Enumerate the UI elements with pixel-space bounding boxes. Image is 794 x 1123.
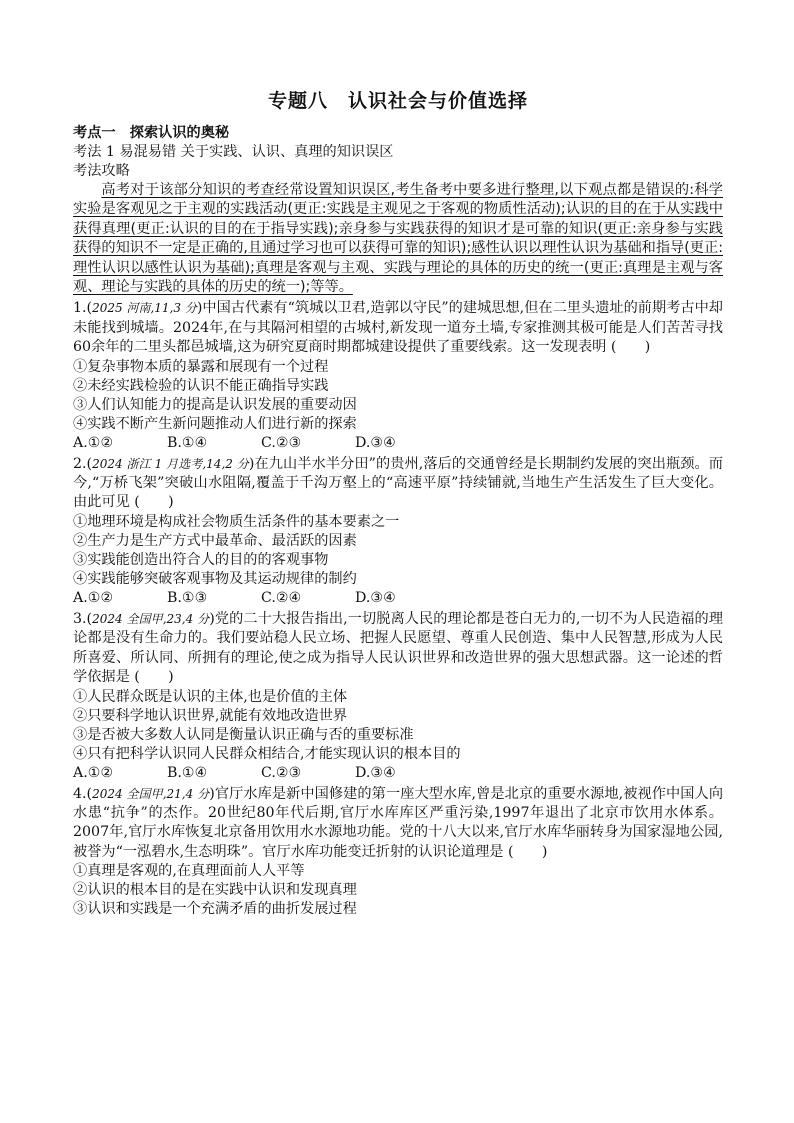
question-list [73,299,723,919]
question-option: ③人们认知能力的提高是认识发展的重要动因 [73,396,357,413]
question-stem [73,299,723,357]
question-number: 4.( [73,785,93,802]
answer-choice: A.①② [73,589,114,606]
answer-choice: B.①③ [167,589,208,606]
question-block [73,455,723,608]
document-page [73,88,723,919]
question-option: ④实践不断产生新问题推动人们进行新的探索 [73,415,357,432]
question-source: 2024 全国甲,23,4 分 [92,611,210,626]
answer-choice: B.①④ [167,434,208,451]
question-option: ①地理环境是构成社会物质生活条件的基本要素之一 [73,513,400,530]
question-number: 2.( [73,455,93,472]
question-source: 2024 全国甲,21,4 分 [92,786,210,801]
answer-choice: D.③④ [355,434,396,451]
question-number: 1.( [73,300,93,317]
question-option: ③认识和实践是一个充满矛盾的曲折发展过程 [73,901,357,918]
kaodian-heading: 考点一 探索认识的奥秘 [73,125,230,141]
question-text: )党的二十大报告指出,一切脱离人民的理论都是苍白无力的,一切不为人民造福的理论都是没有生命力的。我们要站稳人民立场、把握人民愿望、尊重人民创造、集中人民智慧,形成为人民所喜爱、所认同、所拥有的理论,使之成为指导人民认识世界和改造世界的强大思想武器。这一论述的哲学依据是 ( ) [73,610,724,686]
question-stem [73,455,723,513]
answer-choices [73,589,723,608]
question-option: ①复杂事物本质的暴露和展现有一个过程 [73,358,329,375]
question-option: ②未经实践检验的认识不能正确指导实践 [73,377,329,394]
answer-choice: B.①④ [167,764,208,781]
question-text: )中国古代素有“筑城以卫君,造郭以守民”的建城思想,但在二里头遗址的前期考古中却未能找到城墙。2024年,在与其隔河相望的古城村,新发现一道夯土墙,专家推测其极可能是人们苦苦寻找60余年的二里头都邑城墙,这为研究夏商时期都城建设提供了重要线索。这一发现表明 ( ) [73,300,723,356]
question-option: ①真理是客观的,在真理面前人人平等 [73,863,305,880]
answer-choice: C.②③ [261,434,302,451]
answer-choice: A.①② [73,764,114,781]
answer-choice: C.②④ [261,589,302,606]
question-option: ③是否被大多数人认同是衡量认识正确与否的重要标准 [73,726,414,743]
answer-choices [73,764,723,783]
answer-choice: C.②③ [261,764,302,781]
answer-choice: A.①② [73,434,114,451]
question-option: ④实践能够突破客观事物及其运动规律的制约 [73,570,357,587]
question-block [73,610,723,783]
page-title: 专题八 认识社会与价值选择 [267,90,528,112]
answer-choice: D.③④ [355,764,396,781]
question-option: ②认识的根本目的是在实践中认识和发现真理 [73,882,357,899]
question-number: 3.( [73,610,93,627]
question-stem [73,610,723,688]
question-option: ②只要科学地认识世界,就能有效地改造世界 [73,707,348,724]
question-block [73,785,723,920]
gonglue-heading: 考法攻略 [73,163,130,179]
question-option: ①人民群众既是认识的主体,也是价值的主体 [73,688,348,705]
kaofa-heading: 考法 1 易混易错 关于实践、认识、真理的知识误区 [73,144,394,160]
question-text: )在九山半水半分田”的贵州,落后的交通曾经是长期制约发展的突出瓶颈。而今,“万桥飞架”突破山水阻隔,覆盖于千沟万壑上的“高速平原”持续铺就,当地生产生活发生了巨大变化。由此可见 ( ) [73,455,723,511]
intro-paragraph: 高考对于该部分知识的考查经常设置知识误区,考生备考中要多进行整理,以下观点都是错误的:科学实验是客观见之于主观的实践活动(更正:实践是主观见之于客观的物质性活动);认识的目的在于从实践中获得真理(更正:认识的目的在于指导实践);亲身参与实践获得的知识才是可靠的知识(更正:亲身参与实践获得的知识不一定是正确的,且通过学习也可以获得可靠的知识);感性认识以理性认识为基础和指导(更正:理性认识以感性认识为基础);真理是客观与主观、实践与理论的具体的历史的统一(更正:真理是主观与客观、理论与实践的具体的历史的统一);等等。 [73,182,723,296]
answer-choice: D.③④ [355,589,396,606]
question-option: ④只有把科学认识同人民群众相结合,才能实现认识的根本目的 [73,745,461,762]
question-source: 2024 浙江 1 月选考,14,2 分 [92,456,249,471]
question-stem [73,785,723,863]
question-source: 2025 河南,11,3 分 [92,301,197,316]
question-block [73,299,723,452]
answer-choices [73,434,723,453]
question-option: ③实践能创造出符合人的目的的客观事物 [73,551,329,568]
question-text: )官厅水库是新中国修建的第一座大型水库,曾是北京的重要水源地,被视作中国人向水患“抗争”的杰作。20世纪80年代后期,官厅水库库区严重污染,1997年退出了北京市饮用水体系。2007年,官厅水库恢复北京备用饮用水水源地功能。党的十八大以来,官厅水库华丽转身为国家湿地公园,被誉为“一泓碧水,生态明珠”。官厅水库功能变迁折射的认识论道理是 ( ) [73,785,724,860]
question-option: ②生产力是生产方式中最革命、最活跃的因素 [73,532,357,549]
